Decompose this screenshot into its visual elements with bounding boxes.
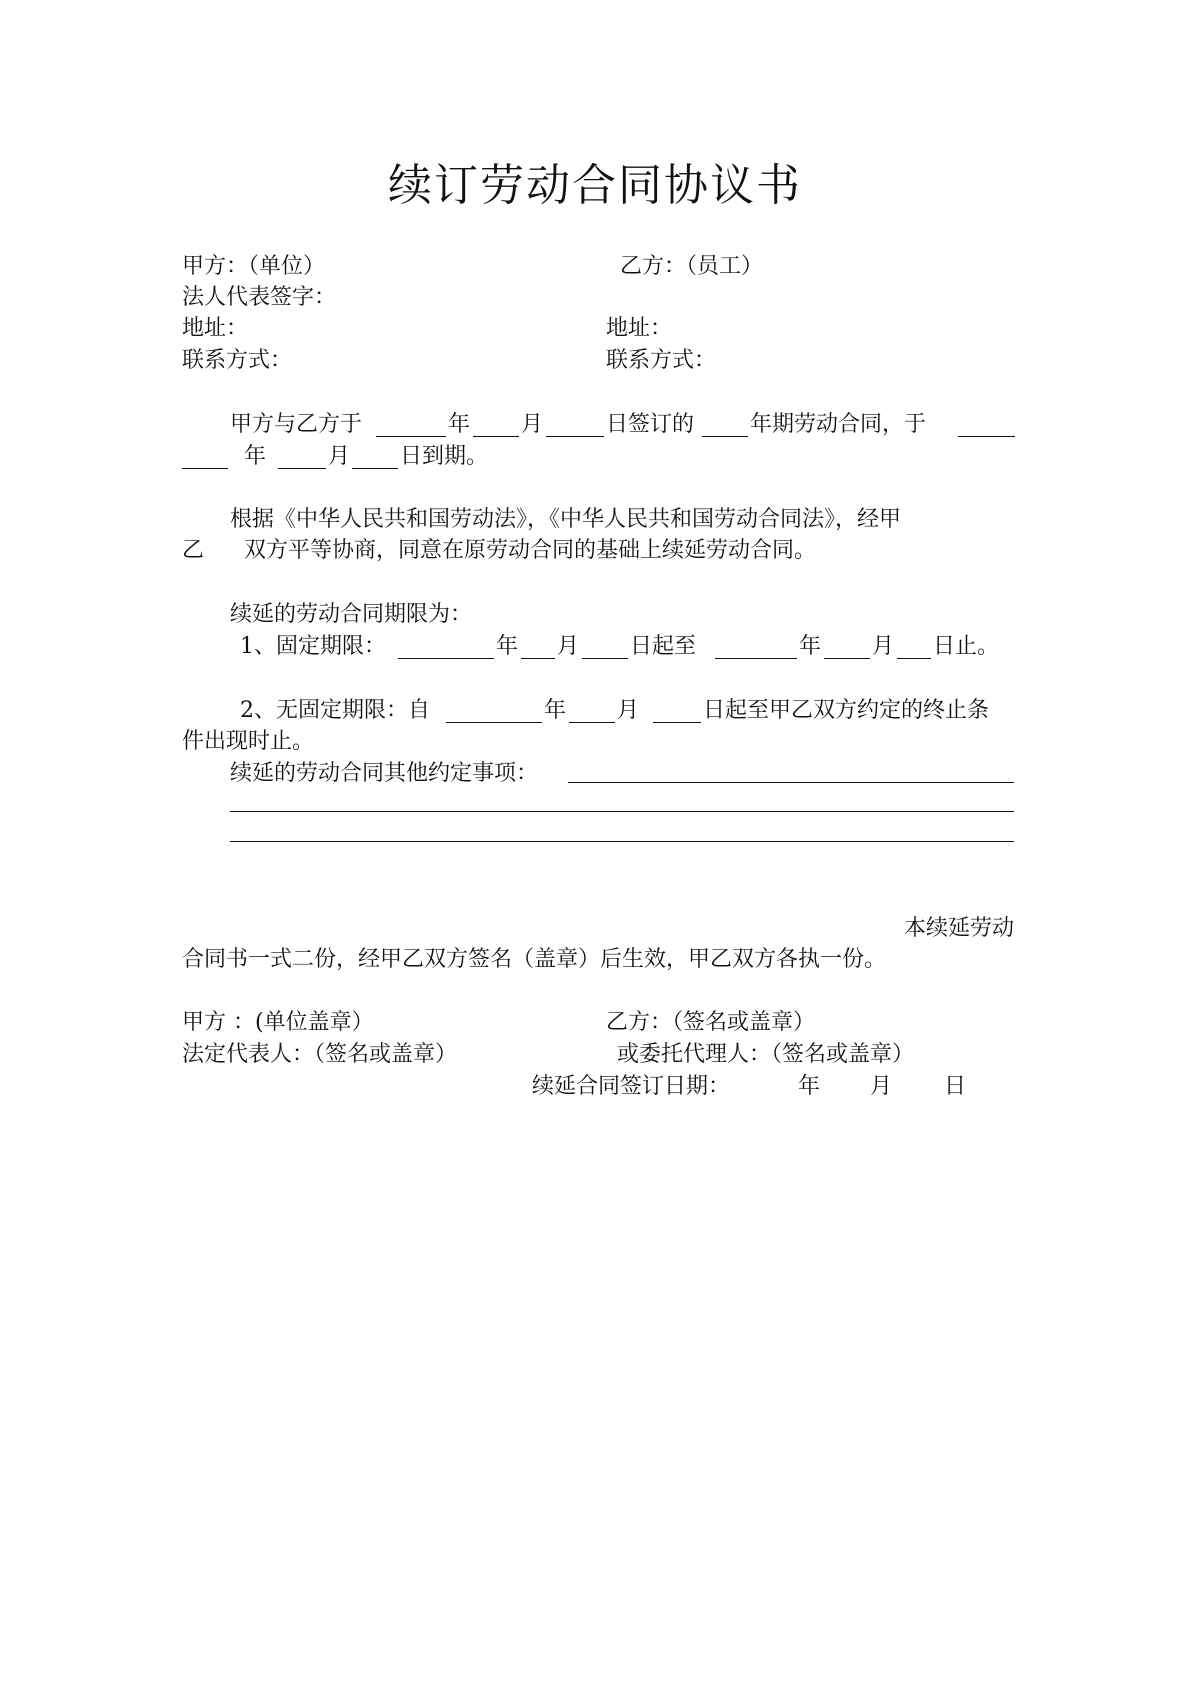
blank-term-years (702, 436, 748, 437)
party-b-contact-label: 联系方式： (606, 348, 717, 373)
blank-fixed-end-year (715, 658, 797, 659)
signing-date-month: 月 (870, 1074, 893, 1099)
signing-date-day: 日 (944, 1074, 967, 1099)
fixed-term-text-7: 日止。 (933, 634, 1000, 659)
party-a-seal: 甲方 ：(单位盖章） (182, 1010, 374, 1035)
blank-fixed-end-month (824, 658, 870, 659)
open-term-text-2: 年 (544, 698, 567, 723)
blank-fixed-start-month (521, 658, 555, 659)
blank-open-start-month (569, 722, 615, 723)
fixed-term-text-5: 年 (799, 634, 822, 659)
party-a-label: 甲方：（单位） (182, 254, 326, 279)
para2-line-2a: 乙 (182, 538, 205, 563)
blank-other-terms-line-1 (568, 782, 1014, 783)
open-term-text-1: 2、无固定期限：自 (240, 698, 430, 723)
party-b-signature: 乙方：（签名或盖章） (606, 1010, 816, 1035)
para1-text-7: 月 (328, 444, 351, 469)
para1-text-2: 年 (448, 412, 471, 437)
para1-text-4: 日签订的 (606, 412, 695, 437)
para1-text-1: 甲方与乙方于 (230, 412, 363, 437)
para1-text-5: 年期劳动合同，于 (750, 412, 927, 437)
closing-line-1: 本续延劳动 (903, 916, 1014, 941)
blank-expiry-month (278, 468, 326, 469)
legal-rep-sign-label: 法人代表签字： (182, 285, 337, 310)
fixed-term-text-2: 年 (496, 634, 519, 659)
open-term-text-4: 日起至甲乙双方约定的终止条 (703, 698, 990, 723)
party-b-label: 乙方：（员工） (620, 254, 764, 279)
blank-fixed-end-day (897, 658, 931, 659)
other-terms-label: 续延的劳动合同其他约定事项： (230, 761, 539, 786)
blank-open-start-day (653, 722, 701, 723)
blank-expiry-day (352, 468, 398, 469)
party-a-contact-label: 联系方式： (182, 348, 293, 373)
blank-sign-year (376, 436, 446, 437)
para1-text-3: 月 (521, 412, 544, 437)
party-b-address-label: 地址： (606, 316, 673, 341)
blank-fixed-start-day (582, 658, 628, 659)
term-heading: 续延的劳动合同期限为： (230, 602, 473, 627)
signing-date-label: 续延合同签订日期： (532, 1074, 731, 1099)
blank-sign-day (546, 436, 604, 437)
blank-sign-month (473, 436, 519, 437)
para2-line-2b: 双方平等协商，同意在原劳动合同的基础上续延劳动合同。 (244, 538, 817, 563)
blank-fixed-start-year (398, 658, 494, 659)
open-term-text-3: 月 (617, 698, 640, 723)
signing-date-year: 年 (798, 1074, 821, 1099)
blank-expiry-year-2 (182, 468, 228, 469)
para2-line-1: 根据《中华人民共和国劳动法》，《中华人民共和国劳动合同法》，经甲 (230, 507, 902, 532)
fixed-term-text-6: 月 (872, 634, 895, 659)
fixed-term-text-1: 1、固定期限： (240, 634, 386, 659)
agent-signature: 或委托代理人：（签名或盖章） (617, 1042, 915, 1067)
blank-other-terms-line-3 (230, 841, 1014, 842)
fixed-term-text-4: 日起至 (630, 634, 697, 659)
document-title: 续订劳动合同协议书 (388, 160, 802, 211)
para1-text-6: 年 (244, 444, 267, 469)
blank-expiry-year-1 (958, 436, 1015, 437)
blank-other-terms-line-2 (230, 811, 1014, 812)
open-term-line-2: 件出现时止。 (182, 729, 315, 754)
fixed-term-text-3: 月 (557, 634, 580, 659)
party-a-address-label: 地址： (182, 316, 249, 341)
legal-rep-signature: 法定代表人：（签名或盖章） (182, 1042, 458, 1067)
para1-text-8: 日到期。 (400, 444, 489, 469)
blank-open-start-year (446, 722, 542, 723)
closing-line-2: 合同书一式二份，经甲乙双方签名（盖章）后生效，甲乙双方各执一份。 (182, 947, 887, 972)
